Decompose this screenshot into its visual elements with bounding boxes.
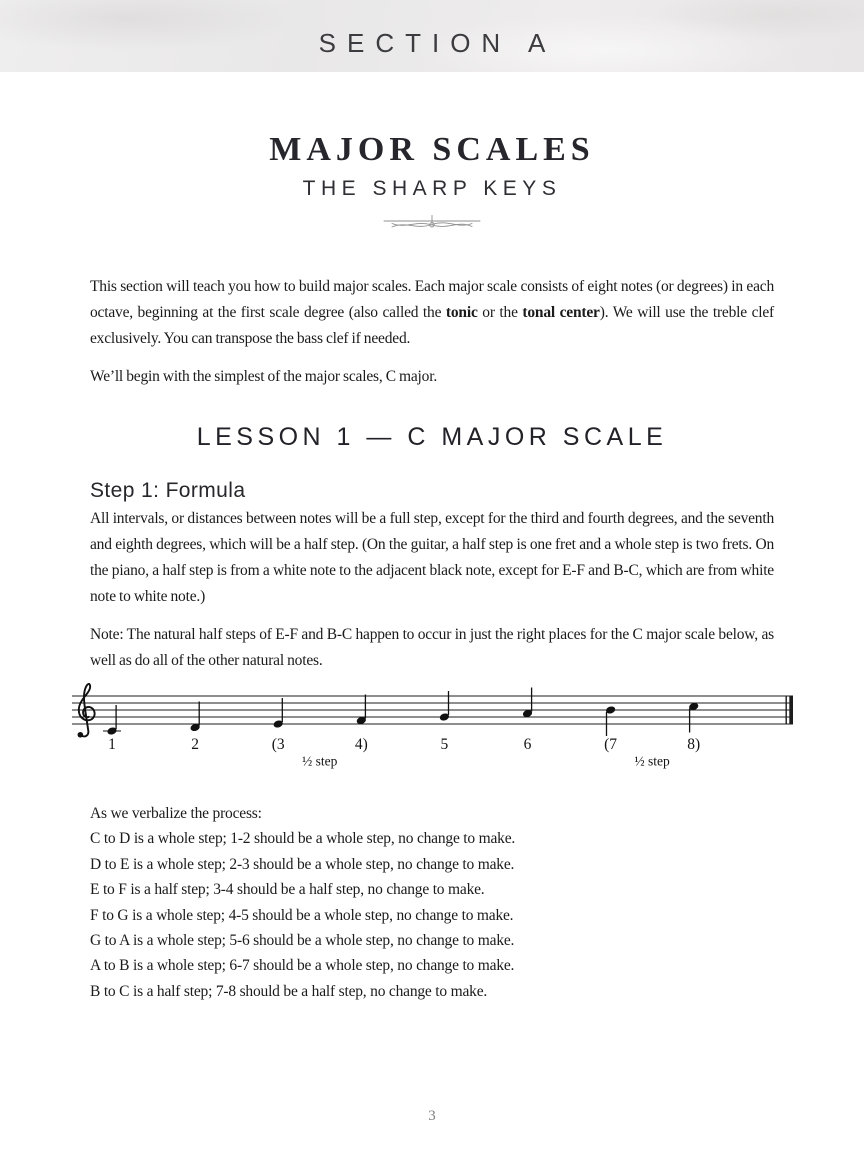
page-title: MAJOR SCALES [269,131,595,168]
verbalize-line: E to F is a half step; 3-4 should be a half step, no change to make. [90,881,485,899]
degree-label: 4) [354,736,368,753]
half-step-label: ½ step [634,753,670,769]
note-paragraph: Note: The natural half steps of E-F and B-C happen to occur in just the right places for the C major scale below, as well as do all of the other natural notes. [90,626,774,669]
c-major-scale-staff [0,678,864,774]
degree-label: 1 [108,736,116,753]
section-header-band [0,0,864,72]
intro-text: ). We will use the treble clef exclusively. You can transpose the bass clef if needed. [90,304,774,347]
degree-label: 8) [687,736,701,753]
verbalize-intro: As we verbalize the process: [90,805,262,822]
intro-text: This section will teach you how to build major scales. Each major scale consists of eight notes (or degrees) in each octave, beginning at the first scale degree (also called the [90,278,774,321]
page-subtitle: THE SHARP KEYS [302,176,562,200]
title-block [0,132,864,241]
staff-lines [72,696,793,724]
verbalize-section [90,801,774,1004]
intro-text: or the [477,304,523,321]
intro-paragraph [90,274,774,352]
degree-label: 5 [440,736,449,753]
verbalize-line: A to B is a whole step; 6-7 should be a whole step, no change to make. [90,957,515,975]
intro-section [90,274,774,674]
treble-clef-icon [78,684,95,738]
term-tonic: tonic [445,304,478,321]
degree-label: 6 [523,736,532,753]
verbalize-line: F to G is a whole step; 4-5 should be a whole step, no change to make. [90,906,514,924]
flourish-ornament-icon [382,214,482,236]
scale-notes [103,688,700,769]
verbalize-line: D to E is a whole step; 2-3 should be a whole step, no change to make. [90,855,515,873]
verbalize-line: G to A is a whole step; 5-6 should be a whole step, no change to make. [90,932,515,950]
term-tonal-center: tonal center [522,304,600,321]
verbalize-line: C to D is a whole step; 1-2 should be a whole step, no change to make. [90,830,516,848]
degree-label: (3 [271,736,285,753]
half-step-label: ½ step [302,753,338,769]
intro-paragraph-2: We’ll begin with the simplest of the major scales, C major. [90,368,437,385]
section-label: SECTION A [318,27,557,58]
degree-label: (7 [604,736,618,753]
page-number: 3 [428,1108,436,1124]
formula-paragraph: All intervals, or distances between notes will be a full step, except for the third and fourth degrees, and the seventh and eighth degrees, which will be a half step. (On the guitar, a half step is one fret and a whole step is two frets. On the piano, a half step is from a white note to the adjacent black note, except for E-F and B-C, which are from white note to white note.) [90,510,774,605]
degree-label: 2 [191,736,199,753]
lesson-heading: LESSON 1 — C MAJOR SCALE [196,423,668,451]
verbalize-line: B to C is a half step; 7-8 should be a half step, no change to make. [90,982,488,1000]
step-heading: Step 1: Formula [90,479,246,502]
